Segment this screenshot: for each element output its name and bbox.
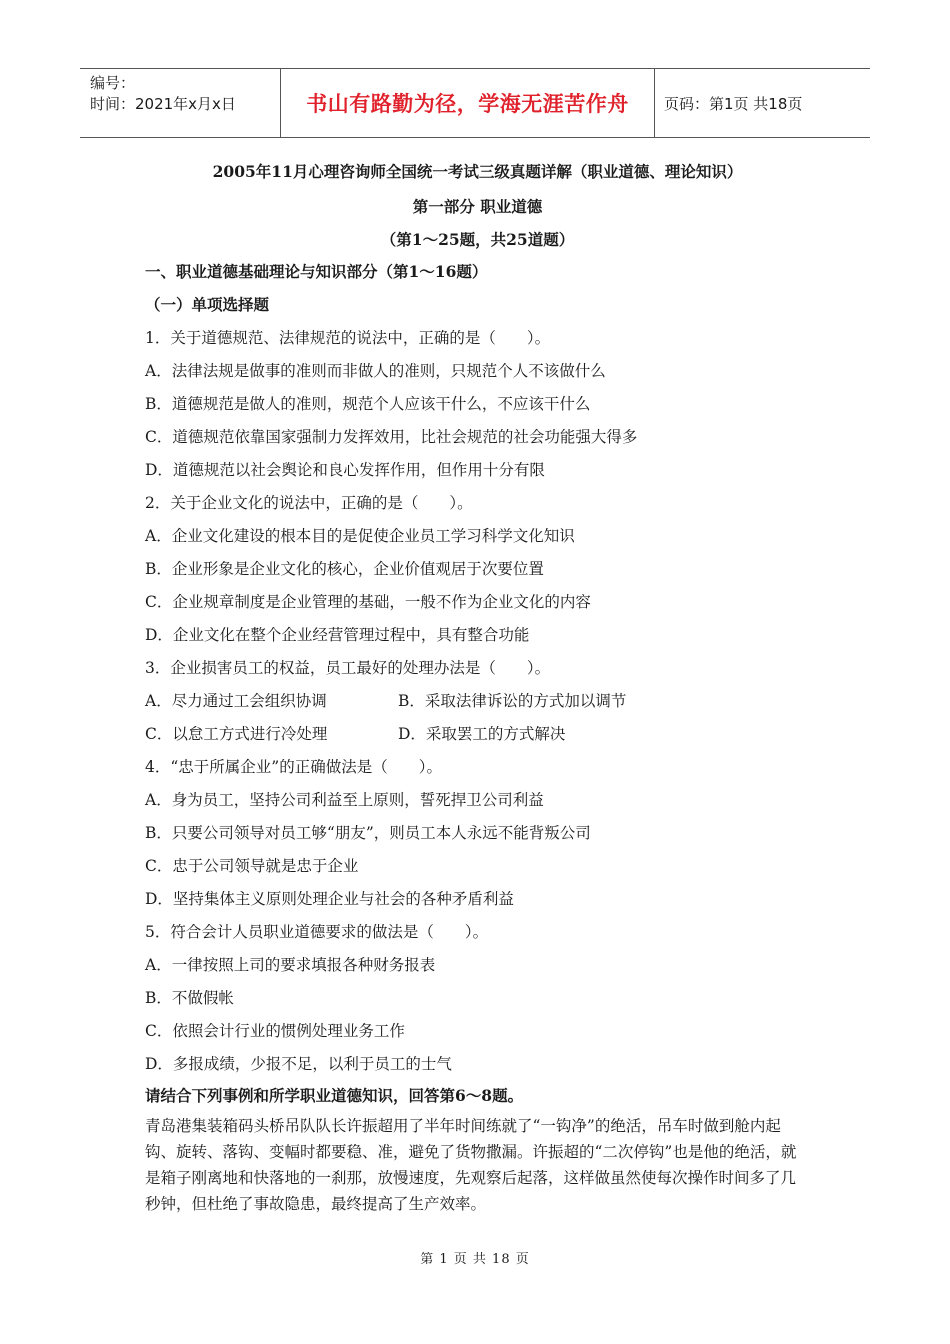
option-line: C．企业规章制度是企业管理的基础，一般不作为企业文化的内容 xyxy=(145,593,591,611)
option-line: A．企业文化建设的根本目的是促使企业员工学习科学文化知识 xyxy=(145,527,575,545)
option-line: C．依照会计行业的惯例处理业务工作 xyxy=(145,1022,405,1040)
option-c-q3: C．以怠工方式进行冷处理 xyxy=(145,725,328,743)
page-footer: 第 1 页 共 18 页 xyxy=(420,1252,530,1267)
option-line: D．坚持集体主义原则处理企业与社会的各种矛盾利益 xyxy=(145,890,514,908)
case-paragraph: 青岛港集装箱码头桥吊队队长许振超用了半年时间练就了“一钩净”的绝活，吊车时做到舱内起钩、旋转、落钩、变幅时都要稳、准，避免了货物撒漏。许振超的“二次停钩”也是他的绝活，就是箱子刚离地和快落地的一刹那，放慢速度，先观察后起落，这样做虽然使每次操作时间多了几秒钟，但杜绝了事故隐患，最终提高了生产效率。 xyxy=(145,1117,797,1213)
question-line: 5．符合会计人员职业道德要求的做法是（ ）。 xyxy=(145,923,489,941)
document-title: 2005年11月心理咨询师全国统一考试三级真题详解（职业道德、理论知识） xyxy=(212,162,743,181)
option-d-q3: D．采取罢工的方式解决 xyxy=(398,725,566,743)
question-line: 1．关于道德规范、法律规范的说法中，正确的是（ ）。 xyxy=(145,329,551,347)
option-line: B．企业形象是企业文化的核心，企业价值观居于次要位置 xyxy=(145,560,544,578)
question-line: 3．企业损害员工的权益，员工最好的处理办法是（ ）。 xyxy=(145,659,551,677)
question-line: 2．关于企业文化的说法中，正确的是（ ）。 xyxy=(145,494,473,512)
option-line: B．不做假帐 xyxy=(145,989,234,1007)
subsection-heading: （一）单项选择题 xyxy=(145,295,270,314)
option-line: D．道德规范以社会舆论和良心发挥作用，但作用十分有限 xyxy=(145,461,545,479)
time-label: 时间：2021年x月x日 xyxy=(90,95,236,113)
option-line: B．道德规范是做人的准则，规范个人应该干什么，不应该干什么 xyxy=(145,395,591,413)
part-heading: 第一部分 职业道德 xyxy=(412,197,543,216)
case-intro: 请结合下列事例和所学职业道德知识，回答第6～8题。 xyxy=(145,1086,524,1105)
option-line: D．企业文化在整个企业经营管理过程中，具有整合功能 xyxy=(145,626,530,644)
option-line: A．一律按照上司的要求填报各种财务报表 xyxy=(145,956,436,974)
question-line: 4．“忠于所属企业”的正确做法是（ ）。 xyxy=(145,758,442,776)
header-motto-cell xyxy=(281,69,655,137)
option-line: C．忠于公司领导就是忠于企业 xyxy=(145,857,359,875)
option-b-q3: B．采取法律诉讼的方式加以调节 xyxy=(398,692,627,710)
range-heading: （第1～25题，共25道题） xyxy=(380,230,575,249)
header-meta-cell xyxy=(80,69,281,137)
option-line: D．多报成绩，少报不足，以利于员工的士气 xyxy=(145,1055,452,1073)
header-table xyxy=(80,68,870,138)
option-line: C．道德规范依靠国家强制力发挥效用，比社会规范的社会功能强大得多 xyxy=(145,428,638,446)
option-a-q3: A．尽力通过工会组织协调 xyxy=(145,692,327,710)
page-info: 页码：第1页 共18页 xyxy=(664,94,803,113)
option-line: B．只要公司领导对员工够“朋友”，则员工本人永远不能背叛公司 xyxy=(145,824,591,842)
option-line: A．身为员工，坚持公司利益至上原则，誓死捍卫公司利益 xyxy=(145,791,544,809)
header-page-cell xyxy=(655,69,870,137)
number-label: 编号： xyxy=(90,74,136,92)
motto-text: 书山有路勤为径，学海无涯苦作舟 xyxy=(306,92,629,116)
section-heading: 一、职业道德基础理论与知识部分（第1～16题） xyxy=(145,262,488,281)
option-line: A．法律法规是做事的准则而非做人的准则，只规范个人不该做什么 xyxy=(145,362,606,380)
